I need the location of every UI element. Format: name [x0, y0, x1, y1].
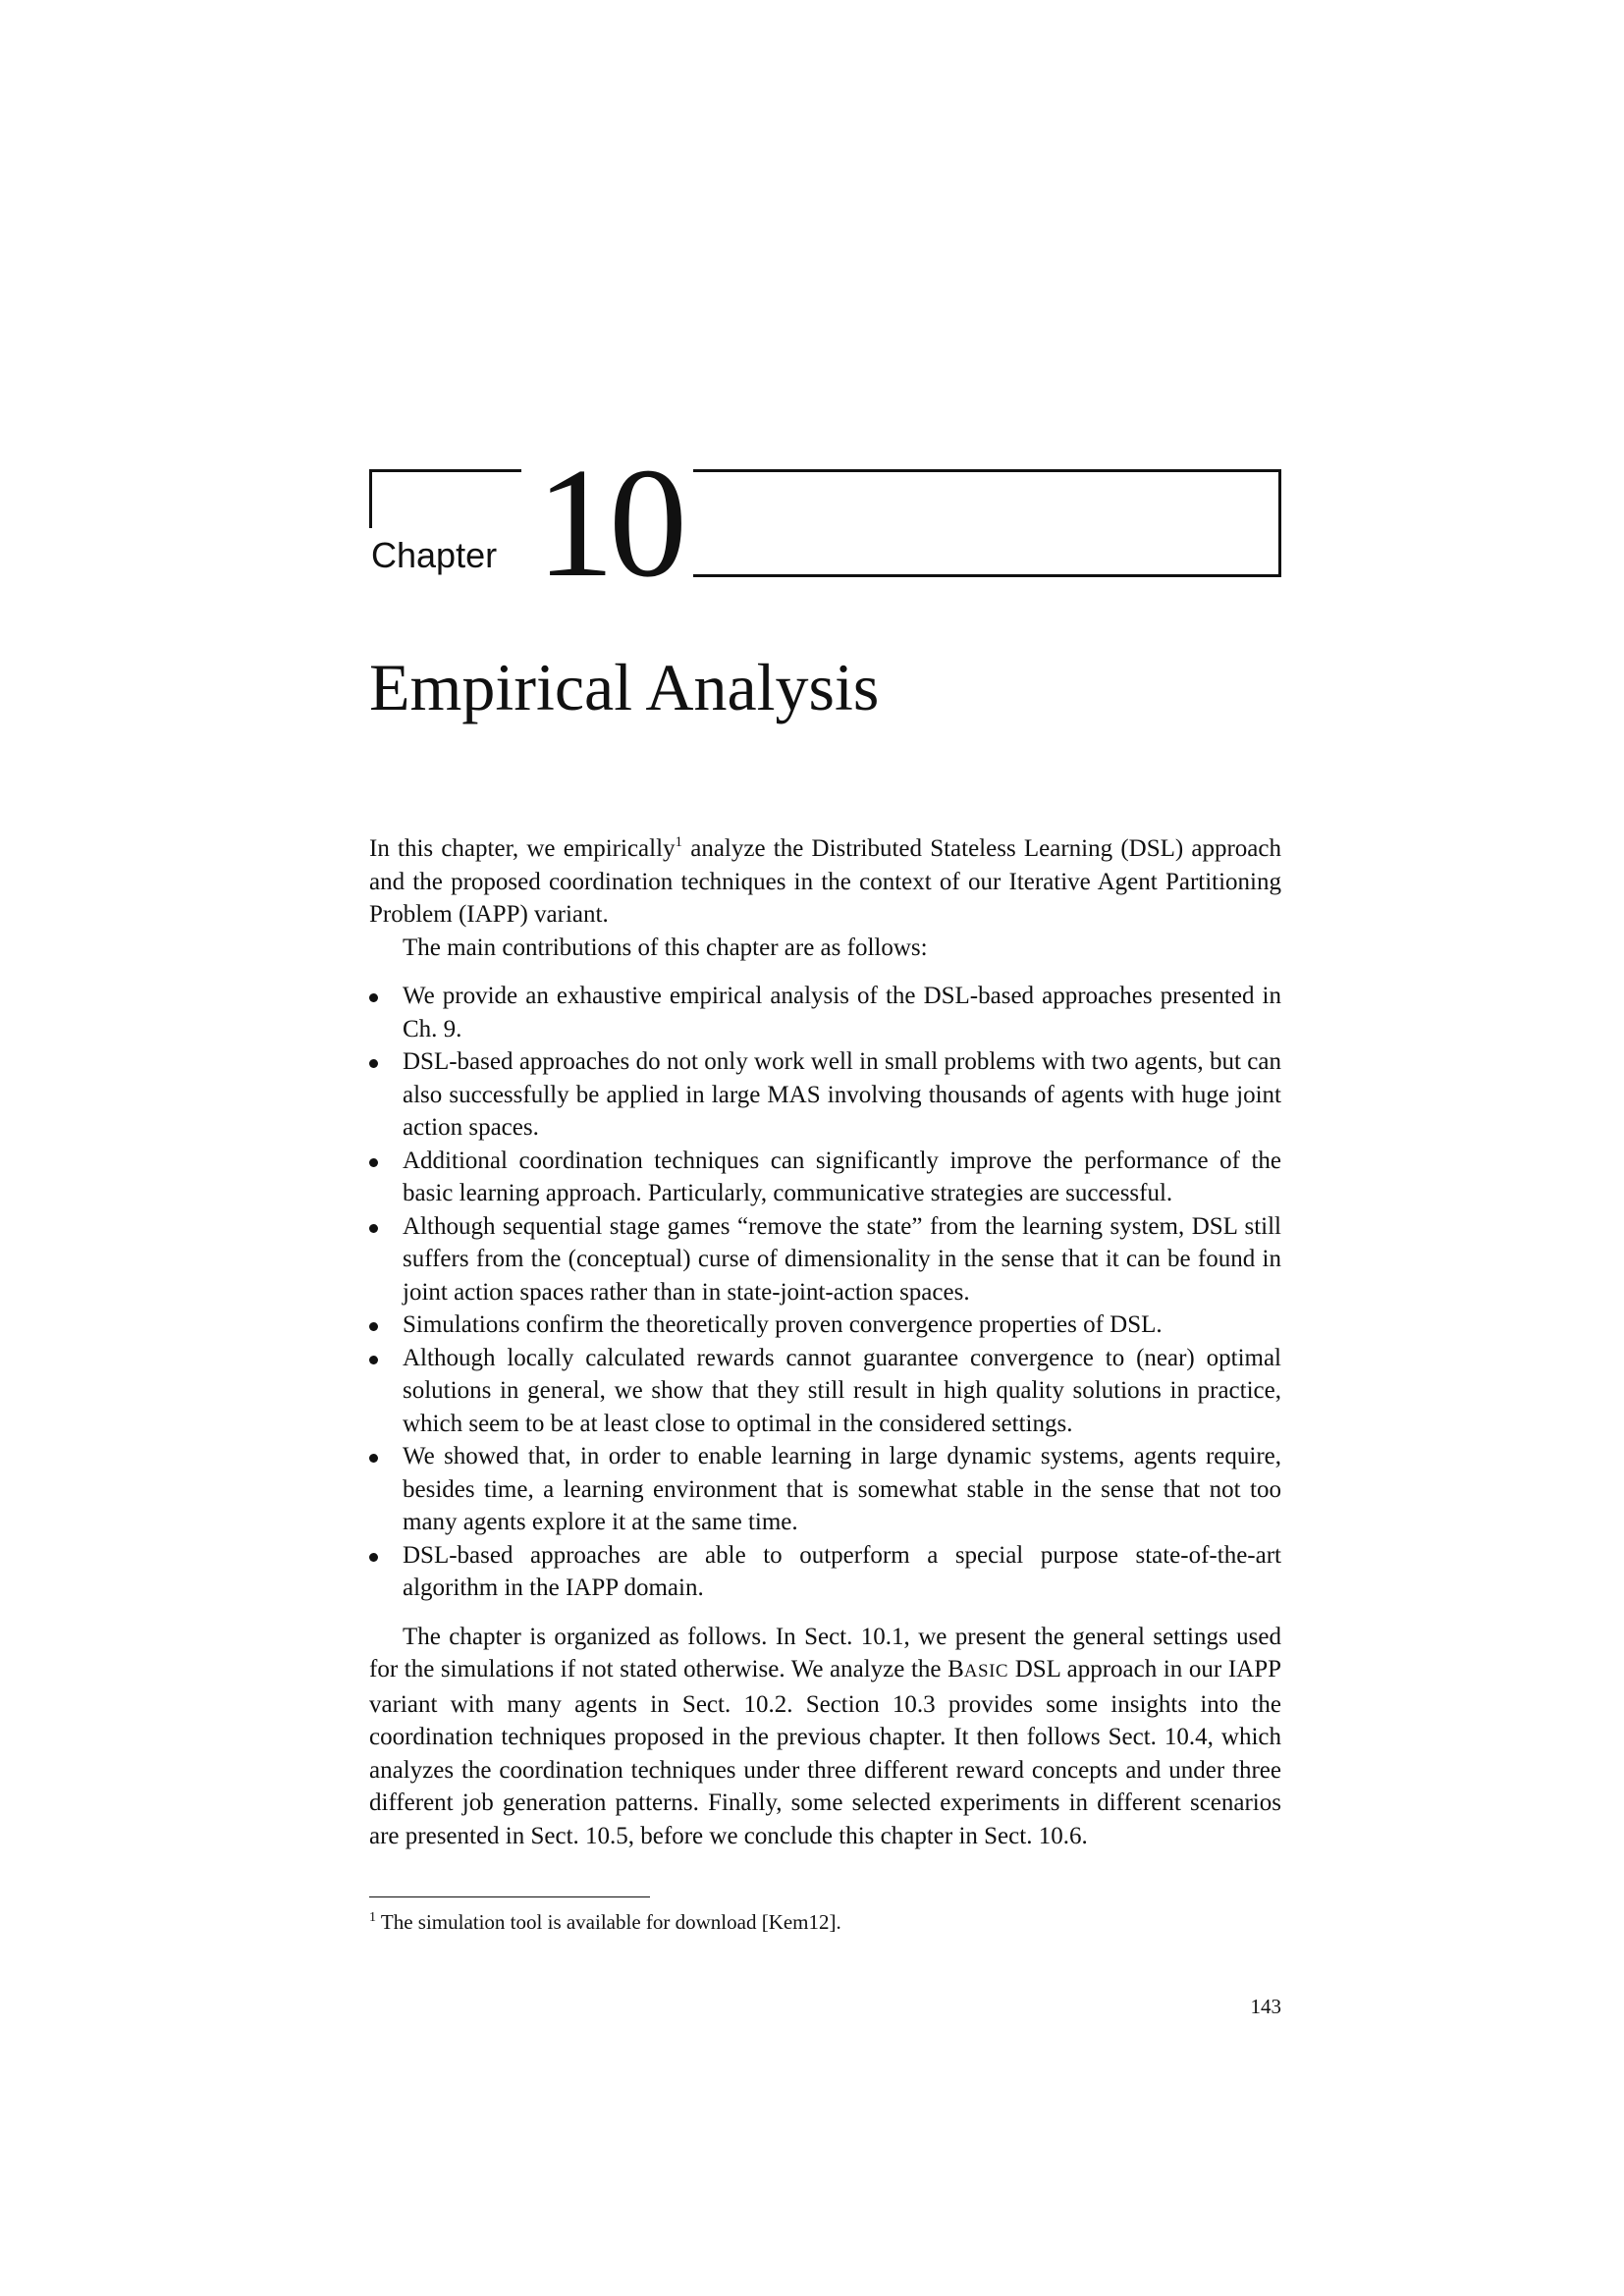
footnote-rule: [369, 1896, 650, 1897]
bullet-icon: [369, 993, 378, 1002]
smallcaps-initial: B: [947, 1656, 964, 1682]
list-item-text: Although sequential stage games “remove the state” from the learning system, DSL still suffers from the (conceptual) curse of dimensionality in the sense that it can be found in joint action spaces rather than in state-joint-action spaces.: [403, 1212, 1281, 1306]
list-item-text: We showed that, in order to enable learning in large dynamic systems, agents require, besides time, a learning environment that is somewhat stable in the sense that not too many agents explore it at the same time.: [403, 1443, 1281, 1535]
chapter-number: 10: [536, 435, 681, 610]
list-item-text: DSL-based approaches are able to outperform a special purpose state-of-the-art algorithm in the IAPP domain.: [403, 1541, 1281, 1601]
chapter-bracket-left: [369, 469, 521, 528]
list-item: [369, 1342, 1281, 1441]
list-item-text: Although locally calculated rewards cannot guarantee convergence to (near) optimal solutions in general, we show that they still result in high quality solutions in practice, which seem to be at least close to optimal in the considered settings.: [403, 1344, 1281, 1437]
bullet-icon: [369, 1158, 378, 1167]
intro-text-start: In this chapter, we empirically: [369, 835, 676, 862]
bullet-icon: [369, 1224, 378, 1233]
organization-paragraph: [369, 1621, 1281, 1853]
bullet-icon: [369, 1059, 378, 1068]
bullet-icon: [369, 1454, 378, 1463]
page-number: 143: [1250, 1995, 1281, 2018]
list-item: [369, 1045, 1281, 1145]
chapter-label: Chapter: [371, 535, 498, 575]
footnote-text: The simulation tool is available for download [Kem12].: [376, 1910, 841, 1934]
chapter-title: Empirical Analysis: [369, 650, 880, 724]
bullet-icon: [369, 1322, 378, 1331]
chapter-body: [369, 832, 1281, 1852]
list-item-text: Simulations confirm the theoretically proven convergence properties of DSL.: [403, 1311, 1163, 1338]
chapter-header: [369, 435, 1281, 610]
list-item: [369, 1440, 1281, 1539]
organization-text-start: The chapter is organized as follows. In Sect. 10.1, we present the general settings used for the simulations if not stated otherwise. We analyze the: [369, 1623, 1281, 1682]
intro-paragraph: [369, 832, 1281, 932]
footnote: [369, 1908, 841, 1936]
footnote-number: 1: [369, 1910, 376, 1925]
organization-text-end: DSL approach in our IAPP variant with many agents in Sect. 10.2. Section 10.3 provides some insights into the coordination techniques proposed in the previous chapter. It then follows Sect. 10.4, which analyzes the coordination techniques under three different reward concepts and under three different job generation patterns. Finally, some selected experiments in different scenarios are presented in Sect. 10.5, before we conclude this chapter in Sect. 10.6.: [369, 1656, 1282, 1849]
list-item-text: DSL-based approaches do not only work well in small problems with two agents, but can also successfully be applied in large MAS involving thousands of agents with huge joint action spaces.: [403, 1048, 1281, 1141]
footnote-reference[interactable]: 1: [675, 834, 683, 850]
chapter-box-right: [693, 469, 1281, 577]
list-item-text: Additional coordination techniques can significantly improve the performance of the basic learning approach. Particularly, communicative strategies are successful.: [403, 1147, 1281, 1206]
list-item-text: We provide an exhaustive empirical analysis of the DSL-based approaches presented in Ch. 9.: [403, 983, 1281, 1042]
contributions-lead: The main contributions of this chapter are as follows:: [403, 934, 928, 961]
list-item: [369, 1210, 1281, 1309]
list-item: [369, 1145, 1281, 1210]
intro-text-end: analyze the Distributed Stateless Learning (DSL) approach and the proposed coordination techniques in the context of our Iterative Agent Partitioning Problem (IAPP) variant.: [369, 835, 1282, 928]
smallcaps-rest: ASIC: [963, 1661, 1009, 1682]
bullet-icon: [369, 1553, 378, 1562]
list-item: [369, 1539, 1281, 1605]
list-item: [369, 1308, 1281, 1342]
bullet-icon: [369, 1356, 378, 1364]
contributions-list: [369, 980, 1281, 1605]
list-item: [369, 980, 1281, 1045]
